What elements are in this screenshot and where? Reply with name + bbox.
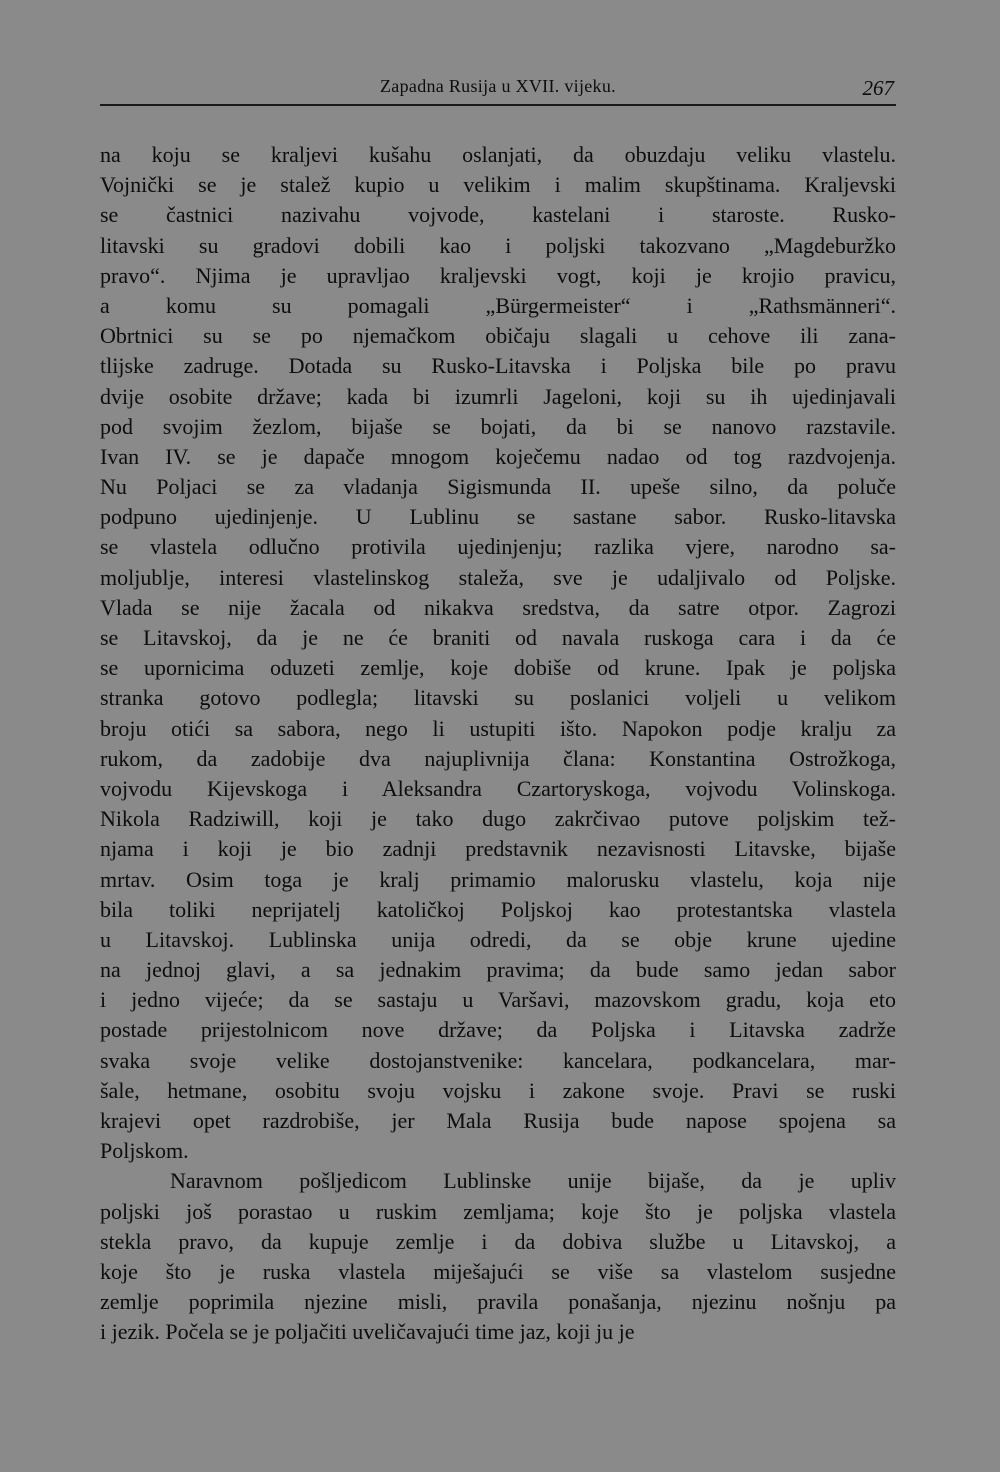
text-line: Vlada se nije žacala od nikakva sredstva, da satre otpor. Zagrozi: [100, 594, 896, 620]
paragraph: [100, 140, 896, 1166]
text-line: Obrtnici su se po njemačkom običaju slagali u cehove ili zana-: [100, 323, 896, 349]
text-line: koje što je ruska vlastela miješajući se više sa vlastelom susjedne: [100, 1258, 896, 1284]
text-line: stranka gotovo podlegla; litavski su poslanici voljeli u velikom: [100, 685, 896, 711]
text-line: šale, hetmane, osobitu svoju vojsku i zakone svoje. Pravi se ruski: [100, 1077, 896, 1103]
text-line: Poljskom.: [100, 1138, 189, 1164]
body-text: [100, 140, 896, 1348]
page-number: 267: [862, 76, 894, 100]
text-line: Vojnički se je stalež kupio u velikim i malim skupštinama. Kraljevski: [100, 172, 896, 198]
text-line: stekla pravo, da kupuje zemlje i da dobiva službe u Litavskoj, a: [100, 1228, 896, 1254]
text-line: na koju se kraljevi kušahu oslanjati, da obuzdaju veliku vlastelu.: [100, 142, 896, 167]
text-line: vojvodu Kijevskoga i Aleksandra Czartoryskoga, vojvodu Volinskoga.: [100, 775, 896, 801]
text-line: mrtav. Osim toga je kralj primamio malorusku vlastelu, koja nije: [100, 866, 896, 892]
text-line: a komu su pomagali „Bürgermeister“ i „Rathsmänneri“.: [100, 292, 896, 318]
header-rule: [100, 104, 896, 106]
text-line: tlijske zadruge. Dotada su Rusko-Litavska i Poljska bile po pravu: [100, 353, 896, 379]
text-line: bila toliki neprijatelj katoličkoj Poljskoj kao protestantska vlastela: [100, 896, 896, 922]
text-line: na jednoj glavi, a sa jednakim pravima; da bude samo jedan sabor: [100, 957, 896, 983]
text-line: podpuno ujedinjenje. U Lublinu se sastane sabor. Rusko-litavska: [100, 504, 896, 530]
text-line: i jedno vijeće; da se sastaju u Varšavi, mazovskom gradu, koja eto: [100, 987, 896, 1013]
text-line: Nikola Radziwill, koji je tako dugo zakrčivao putove poljskim tež-: [100, 806, 896, 832]
text-line: svaka svoje velike dostojanstvenike: kancelara, podkancelara, mar-: [100, 1047, 896, 1073]
running-title: Zapadna Rusija u XVII. vijeku.: [380, 76, 616, 96]
text-line: litavski su gradovi dobili kao i poljski takozvano „Magdeburžko: [100, 232, 896, 258]
text-line: i jezik. Počela se je poljačiti uveličavajući time jaz, koji ju je: [100, 1319, 635, 1345]
text-line: rukom, da zadobije dva najuplivnija člana: Konstantina Ostrožkoga,: [100, 745, 896, 771]
text-line: se Litavskoj, da je ne će braniti od navala ruskoga cara i da će: [100, 625, 896, 650]
text-line: Ivan IV. se je dapače mnogom koječemu nadao od tog razdvojenja.: [100, 443, 896, 469]
text-line: pod svojim žezlom, bijaše se bojati, da bi se nanovo razstavile.: [100, 413, 896, 439]
text-line: Nu Poljaci se za vladanja Sigismunda II. upeše silno, da poluče: [100, 474, 896, 500]
page-header: [100, 72, 896, 100]
text-line: se vlastela odlučno protivila ujedinjenju; razlika vjere, narodno sa-: [100, 534, 896, 560]
text-line: se častnici nazivahu vojvode, kastelani i staroste. Rusko-: [100, 202, 896, 228]
text-line: se upornicima oduzeti zemlje, koje dobiše od krune. Ipak je poljska: [100, 655, 896, 681]
text-line: moljublje, interesi vlastelinskog staleža, sve je udaljivalo od Poljske.: [100, 564, 896, 590]
text-line: broju otići sa sabora, nego li ustupiti išto. Napokon podje kralju za: [100, 715, 896, 741]
text-line: Naravnom pošljedicom Lublinske unije bijaše, da je upliv: [170, 1168, 896, 1194]
text-line: dvije osobite države; kada bi izumrli Jageloni, koji su ih ujedinjavali: [100, 383, 896, 409]
text-line: u Litavskoj. Lublinska unija odredi, da se obje krune ujedine: [100, 926, 896, 952]
paragraph: [100, 1166, 896, 1347]
text-line: pravo“. Njima je upravljao kraljevski vogt, koji je krojio pravicu,: [100, 262, 896, 288]
text-line: postade prijestolnicom nove države; da Poljska i Litavska zadrže: [100, 1017, 896, 1043]
text-line: njama i koji je bio zadnji predstavnik nezavisnosti Litavske, bijaše: [100, 836, 896, 862]
text-line: krajevi opet razdrobiše, jer Mala Rusija bude napose spojena sa: [100, 1108, 896, 1133]
text-line: zemlje poprimila njezine misli, pravila ponašanja, njezinu nošnju pa: [100, 1289, 896, 1315]
text-line: poljski još porastao u ruskim zemljama; koje što je poljska vlastela: [100, 1198, 896, 1224]
